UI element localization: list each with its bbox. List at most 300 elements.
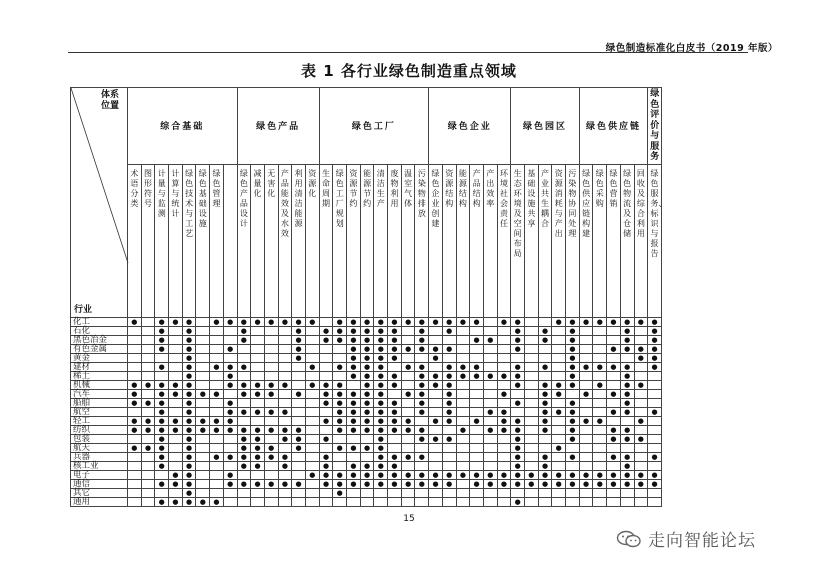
empty-cell xyxy=(470,326,484,335)
marker-dot: ● xyxy=(497,407,511,416)
marker-dot: ● xyxy=(319,380,333,389)
subcategory-header xyxy=(169,164,183,317)
marker-dot: ● xyxy=(525,470,539,479)
marker-dot: ● xyxy=(497,425,511,434)
marker-dot: ● xyxy=(593,479,607,488)
industry-label: 黑色冶金 xyxy=(71,335,128,344)
empty-cell xyxy=(497,488,511,497)
empty-cell xyxy=(223,497,237,506)
empty-cell xyxy=(223,461,237,470)
marker-dot: ● xyxy=(360,335,374,344)
empty-cell xyxy=(128,461,142,470)
marker-dot: ● xyxy=(169,389,183,398)
marker-dot: ● xyxy=(415,335,429,344)
marker-dot: ● xyxy=(620,344,634,353)
table-row xyxy=(71,452,662,461)
marker-dot: ● xyxy=(333,389,347,398)
marker-dot: ● xyxy=(566,398,580,407)
marker-dot: ● xyxy=(155,452,169,461)
empty-cell xyxy=(456,389,470,398)
marker-dot: ● xyxy=(620,434,634,443)
subcategory-header xyxy=(237,164,251,317)
empty-cell xyxy=(278,371,292,380)
marker-dot: ● xyxy=(442,470,456,479)
empty-cell xyxy=(210,335,224,344)
empty-cell xyxy=(210,488,224,497)
table-row xyxy=(71,353,662,362)
empty-cell xyxy=(210,461,224,470)
marker-dot: ● xyxy=(237,434,251,443)
table-row xyxy=(71,371,662,380)
subcategory-label: 计量与监测 xyxy=(157,168,166,218)
empty-cell xyxy=(415,488,429,497)
empty-cell xyxy=(401,461,415,470)
marker-dot: ● xyxy=(223,416,237,425)
empty-cell xyxy=(210,380,224,389)
empty-cell xyxy=(429,389,443,398)
empty-cell xyxy=(210,326,224,335)
marker-dot: ● xyxy=(607,389,621,398)
table-row xyxy=(71,335,662,344)
marker-dot: ● xyxy=(347,317,361,326)
marker-dot: ● xyxy=(538,335,552,344)
marker-dot: ● xyxy=(415,371,429,380)
marker-dot: ● xyxy=(566,416,580,425)
marker-dot: ● xyxy=(223,470,237,479)
marker-dot: ● xyxy=(566,344,580,353)
marker-dot: ● xyxy=(483,371,497,380)
empty-cell xyxy=(333,353,347,362)
empty-cell xyxy=(511,488,525,497)
empty-cell xyxy=(155,470,169,479)
empty-cell xyxy=(251,362,265,371)
empty-cell xyxy=(319,425,333,434)
marker-dot: ● xyxy=(223,344,237,353)
empty-cell xyxy=(196,407,210,416)
marker-dot: ● xyxy=(566,452,580,461)
marker-dot: ● xyxy=(511,497,525,506)
industry-label: 汽车 xyxy=(71,389,128,398)
empty-cell xyxy=(579,380,593,389)
marker-dot: ● xyxy=(182,317,196,326)
marker-dot: ● xyxy=(128,416,142,425)
marker-dot: ● xyxy=(401,425,415,434)
empty-cell xyxy=(196,443,210,452)
subcategory-header xyxy=(388,164,402,317)
empty-cell xyxy=(497,353,511,362)
empty-cell xyxy=(210,407,224,416)
subcategory-label: 温室气体 xyxy=(404,168,413,208)
marker-dot: ● xyxy=(237,443,251,452)
marker-dot: ● xyxy=(538,362,552,371)
marker-dot: ● xyxy=(360,461,374,470)
marker-dot: ● xyxy=(333,380,347,389)
subcategory-label: 绿色服务、标识与报告 xyxy=(650,168,667,258)
marker-dot: ● xyxy=(429,380,443,389)
marker-dot: ● xyxy=(593,380,607,389)
empty-cell xyxy=(634,497,648,506)
marker-dot: ● xyxy=(388,461,402,470)
empty-cell xyxy=(442,452,456,461)
table-row xyxy=(71,443,662,452)
empty-cell xyxy=(525,497,539,506)
watermark xyxy=(616,526,756,551)
empty-cell xyxy=(648,371,662,380)
empty-cell xyxy=(305,335,319,344)
table-row xyxy=(71,461,662,470)
empty-cell xyxy=(169,326,183,335)
empty-cell xyxy=(196,452,210,461)
marker-dot: ● xyxy=(374,398,388,407)
marker-dot: ● xyxy=(388,407,402,416)
empty-cell xyxy=(483,497,497,506)
empty-cell xyxy=(319,488,333,497)
marker-dot: ● xyxy=(182,470,196,479)
empty-cell xyxy=(634,398,648,407)
empty-cell xyxy=(456,398,470,407)
empty-cell xyxy=(525,443,539,452)
marker-dot: ● xyxy=(155,362,169,371)
marker-dot: ● xyxy=(347,470,361,479)
empty-cell xyxy=(141,326,155,335)
empty-cell xyxy=(497,443,511,452)
empty-cell xyxy=(593,407,607,416)
marker-dot: ● xyxy=(374,389,388,398)
marker-dot: ● xyxy=(223,479,237,488)
marker-dot: ● xyxy=(401,416,415,425)
empty-cell xyxy=(648,497,662,506)
marker-dot: ● xyxy=(511,344,525,353)
empty-cell xyxy=(415,353,429,362)
subcategory-label: 产品能效及水效 xyxy=(280,168,289,238)
empty-cell xyxy=(141,389,155,398)
empty-cell xyxy=(141,470,155,479)
marker-dot: ● xyxy=(579,470,593,479)
marker-dot: ● xyxy=(347,407,361,416)
marker-dot: ● xyxy=(223,452,237,461)
marker-dot: ● xyxy=(278,317,292,326)
empty-cell xyxy=(141,362,155,371)
empty-cell xyxy=(333,371,347,380)
empty-cell xyxy=(388,488,402,497)
marker-dot: ● xyxy=(182,425,196,434)
marker-dot: ● xyxy=(305,380,319,389)
table-row xyxy=(71,317,662,326)
marker-dot: ● xyxy=(155,317,169,326)
marker-dot: ● xyxy=(620,398,634,407)
marker-dot: ● xyxy=(470,362,484,371)
marker-dot: ● xyxy=(319,461,333,470)
empty-cell xyxy=(483,353,497,362)
empty-cell xyxy=(264,497,278,506)
empty-cell xyxy=(128,353,142,362)
empty-cell xyxy=(525,452,539,461)
empty-cell xyxy=(196,398,210,407)
empty-cell xyxy=(251,335,265,344)
marker-dot: ● xyxy=(401,317,415,326)
marker-dot: ● xyxy=(182,443,196,452)
empty-cell xyxy=(579,461,593,470)
empty-cell xyxy=(456,353,470,362)
empty-cell xyxy=(538,434,552,443)
subcategory-label: 基础设施共享 xyxy=(527,168,536,228)
marker-dot: ● xyxy=(319,389,333,398)
marker-dot: ● xyxy=(292,479,306,488)
subcategory-label: 产业共生耦合 xyxy=(541,168,550,228)
empty-cell xyxy=(128,326,142,335)
empty-cell xyxy=(538,371,552,380)
subcategory-label: 绿色产品设计 xyxy=(239,168,248,228)
empty-cell xyxy=(169,443,183,452)
empty-cell xyxy=(525,488,539,497)
marker-dot: ● xyxy=(415,326,429,335)
marker-dot: ● xyxy=(237,425,251,434)
empty-cell xyxy=(525,344,539,353)
empty-cell xyxy=(305,434,319,443)
empty-cell xyxy=(347,434,361,443)
empty-cell xyxy=(634,461,648,470)
marker-dot: ● xyxy=(155,380,169,389)
marker-dot: ● xyxy=(566,380,580,389)
marker-dot: ● xyxy=(607,470,621,479)
marker-dot: ● xyxy=(128,389,142,398)
empty-cell xyxy=(593,398,607,407)
empty-cell xyxy=(593,425,607,434)
empty-cell xyxy=(511,389,525,398)
marker-dot: ● xyxy=(223,398,237,407)
marker-dot: ● xyxy=(360,380,374,389)
empty-cell xyxy=(128,470,142,479)
subcategory-label: 绿色供应链构建 xyxy=(582,168,591,238)
marker-dot: ● xyxy=(538,380,552,389)
marker-dot: ● xyxy=(182,479,196,488)
marker-dot: ● xyxy=(347,425,361,434)
marker-dot: ● xyxy=(538,398,552,407)
marker-dot: ● xyxy=(292,317,306,326)
empty-cell xyxy=(579,407,593,416)
empty-cell xyxy=(525,317,539,326)
industry-label: 轻工 xyxy=(71,416,128,425)
marker-dot: ● xyxy=(182,452,196,461)
table-row xyxy=(71,380,662,389)
marker-dot: ● xyxy=(155,344,169,353)
empty-cell xyxy=(278,443,292,452)
marker-dot: ● xyxy=(538,470,552,479)
industry-label: 包装 xyxy=(71,434,128,443)
marker-dot: ● xyxy=(333,425,347,434)
marker-dot: ● xyxy=(566,326,580,335)
empty-cell xyxy=(648,443,662,452)
marker-dot: ● xyxy=(566,371,580,380)
empty-cell xyxy=(634,425,648,434)
marker-dot: ● xyxy=(634,479,648,488)
marker-dot: ● xyxy=(511,380,525,389)
marker-dot: ● xyxy=(141,443,155,452)
marker-dot: ● xyxy=(607,434,621,443)
subcategory-header xyxy=(538,164,552,317)
empty-cell xyxy=(237,488,251,497)
empty-cell xyxy=(470,497,484,506)
marker-dot: ● xyxy=(360,326,374,335)
marker-dot: ● xyxy=(579,362,593,371)
marker-dot: ● xyxy=(360,443,374,452)
marker-dot: ● xyxy=(223,317,237,326)
empty-cell xyxy=(579,497,593,506)
marker-dot: ● xyxy=(374,470,388,479)
subcategory-label: 绿色物流及仓储 xyxy=(623,168,632,238)
marker-dot: ● xyxy=(210,452,224,461)
empty-cell xyxy=(525,416,539,425)
marker-dot: ● xyxy=(292,443,306,452)
empty-cell xyxy=(552,344,566,353)
marker-dot: ● xyxy=(511,443,525,452)
empty-cell xyxy=(634,443,648,452)
marker-dot: ● xyxy=(155,398,169,407)
marker-dot: ● xyxy=(497,479,511,488)
marker-dot: ● xyxy=(648,407,662,416)
empty-cell xyxy=(525,398,539,407)
subcategory-header xyxy=(525,164,539,317)
diagonal-line xyxy=(71,88,128,263)
empty-cell xyxy=(169,461,183,470)
category-header: 绿色产品 xyxy=(237,88,319,165)
empty-cell xyxy=(305,425,319,434)
empty-cell xyxy=(579,335,593,344)
marker-dot: ● xyxy=(429,479,443,488)
empty-cell xyxy=(429,326,443,335)
empty-cell xyxy=(305,416,319,425)
marker-dot: ● xyxy=(251,317,265,326)
marker-dot: ● xyxy=(620,470,634,479)
marker-dot: ● xyxy=(292,425,306,434)
marker-dot: ● xyxy=(223,362,237,371)
empty-cell xyxy=(278,398,292,407)
marker-dot: ● xyxy=(182,389,196,398)
empty-cell xyxy=(278,335,292,344)
marker-dot: ● xyxy=(128,380,142,389)
empty-cell xyxy=(305,353,319,362)
empty-cell xyxy=(456,497,470,506)
empty-cell xyxy=(634,488,648,497)
marker-dot: ● xyxy=(401,470,415,479)
marker-dot: ● xyxy=(648,344,662,353)
marker-dot: ● xyxy=(264,389,278,398)
empty-cell xyxy=(251,416,265,425)
category-header: 绿色企业 xyxy=(429,88,511,165)
marker-dot: ● xyxy=(388,416,402,425)
book-header: 绿色制造标准化白皮书（2019 年版） xyxy=(605,43,778,54)
marker-dot: ● xyxy=(251,407,265,416)
empty-cell xyxy=(196,380,210,389)
marker-dot: ● xyxy=(292,344,306,353)
empty-cell xyxy=(538,344,552,353)
marker-dot: ● xyxy=(251,479,265,488)
marker-dot: ● xyxy=(620,371,634,380)
empty-cell xyxy=(169,398,183,407)
empty-cell xyxy=(442,425,456,434)
empty-cell xyxy=(401,371,415,380)
empty-cell xyxy=(607,335,621,344)
empty-cell xyxy=(607,461,621,470)
table-row xyxy=(71,398,662,407)
empty-cell xyxy=(579,452,593,461)
marker-dot: ● xyxy=(634,353,648,362)
empty-cell xyxy=(648,398,662,407)
table-row xyxy=(71,434,662,443)
industry-label: 纺织 xyxy=(71,425,128,434)
subcategory-header xyxy=(264,164,278,317)
empty-cell xyxy=(278,488,292,497)
marker-dot: ● xyxy=(182,398,196,407)
marker-dot: ● xyxy=(483,407,497,416)
empty-cell xyxy=(483,434,497,443)
marker-dot: ● xyxy=(278,461,292,470)
subcategory-header xyxy=(141,164,155,317)
marker-dot: ● xyxy=(401,344,415,353)
empty-cell xyxy=(141,461,155,470)
marker-dot: ● xyxy=(155,407,169,416)
empty-cell xyxy=(456,416,470,425)
subcategory-label: 生命周期 xyxy=(322,168,330,208)
marker-dot: ● xyxy=(607,344,621,353)
marker-dot: ● xyxy=(169,416,183,425)
empty-cell xyxy=(470,407,484,416)
marker-dot: ● xyxy=(305,317,319,326)
marker-dot: ● xyxy=(456,371,470,380)
marker-dot: ● xyxy=(648,317,662,326)
marker-dot: ● xyxy=(388,479,402,488)
marker-dot: ● xyxy=(648,335,662,344)
empty-cell xyxy=(264,353,278,362)
empty-cell xyxy=(196,488,210,497)
subcategory-label: 资源节约 xyxy=(349,168,358,208)
empty-cell xyxy=(196,479,210,488)
marker-dot: ● xyxy=(319,335,333,344)
empty-cell xyxy=(237,470,251,479)
marker-dot: ● xyxy=(620,389,634,398)
subcategory-header xyxy=(415,164,429,317)
marker-dot: ● xyxy=(347,362,361,371)
empty-cell xyxy=(497,344,511,353)
empty-cell xyxy=(620,416,634,425)
empty-cell xyxy=(333,497,347,506)
marker-dot: ● xyxy=(415,380,429,389)
subcategory-header xyxy=(182,164,196,317)
subcategory-label: 利用清洁能源 xyxy=(294,168,303,228)
empty-cell xyxy=(593,335,607,344)
empty-cell xyxy=(360,497,374,506)
marker-dot: ● xyxy=(511,416,525,425)
industry-label: 核工业 xyxy=(71,461,128,470)
subcategory-header xyxy=(347,164,361,317)
empty-cell xyxy=(593,389,607,398)
marker-dot: ● xyxy=(264,380,278,389)
empty-cell xyxy=(264,470,278,479)
empty-cell xyxy=(128,434,142,443)
marker-dot: ● xyxy=(648,326,662,335)
empty-cell xyxy=(374,497,388,506)
empty-cell xyxy=(429,488,443,497)
empty-cell xyxy=(223,389,237,398)
empty-cell xyxy=(251,470,265,479)
empty-cell xyxy=(196,461,210,470)
subcategory-header xyxy=(429,164,443,317)
empty-cell xyxy=(237,344,251,353)
marker-dot: ● xyxy=(196,497,210,506)
subcategory-header xyxy=(223,164,237,317)
marker-dot: ● xyxy=(347,398,361,407)
empty-cell xyxy=(141,452,155,461)
